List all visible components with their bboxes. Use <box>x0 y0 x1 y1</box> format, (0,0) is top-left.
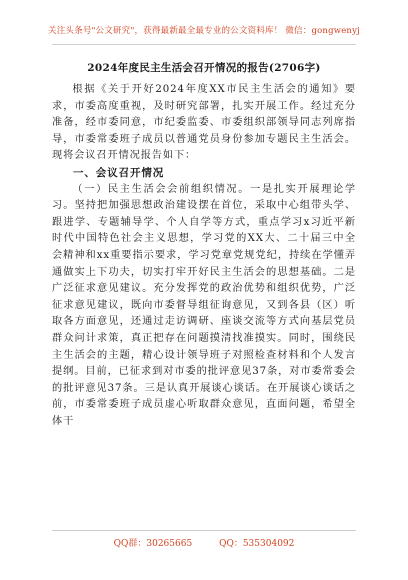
header-banner: 关注头条号"公文研究"，获得最新最全最专业的公文资料库！ 微信：gongwenyj <box>48 26 360 36</box>
footer-qq: QQ：535304092 <box>219 539 295 549</box>
section-heading: 一、会议召开情况 <box>73 166 165 179</box>
document-body <box>52 82 356 430</box>
footer-qq-group: QQ群：30265665 <box>113 539 193 549</box>
header-divider <box>52 44 356 45</box>
section-paragraph: （一）民主生活会会前组织情况。一是扎实开展理论学习。坚持把加强思想政治建设摆在首位，采取中心组带头学、跟进学、专题辅导学、个人自学等方式，重点学习x习近平新时代中国特色社会主义思想，学习党的XX大、二十届三中全会精神和xx重要指示要求，学习党章党规党纪，持续在学懂弄通做实上下功夫，切实打牢开好民主生活会的思想基础。二是广泛征求意见建议。充分发挥党的政治优势和组织优势，广泛征求意见建议，既向市委督导组征询意见，又到各县（区）听取各方面意见，还通过走访调研、座谈交流等方式向基层党员群众问计求策，真正把存在问题摸清找准摸实。同时，围绕民主生活会的主题，精心设计领导班子对照检查材料和个人发言提纲。目前，已征求到对市委的批评意见37条，对市委常委会的批评意见37条。三是认真开展谈心谈话。在开展谈心谈话之前，市委常委班子成员虚心听取群众意见，直面问题，希望全体干 <box>52 183 356 427</box>
footer-divider <box>52 530 356 531</box>
intro-paragraph: 根据《关于开好2024年度XX市民主生活会的通知》要求，市委高度重视，及时研究部署，扎实开展工作。经过充分准备，经市委同意，市纪委监委、市委组织部领导同志列席指导，市委常委班子成员以普通党员身份参加专题民主生活会。现将会议召开情况报告如下： <box>52 84 356 162</box>
document-title: 2024年度民主生活会召开情况的报告(2706字) <box>87 62 321 74</box>
footer-contact <box>0 536 408 549</box>
